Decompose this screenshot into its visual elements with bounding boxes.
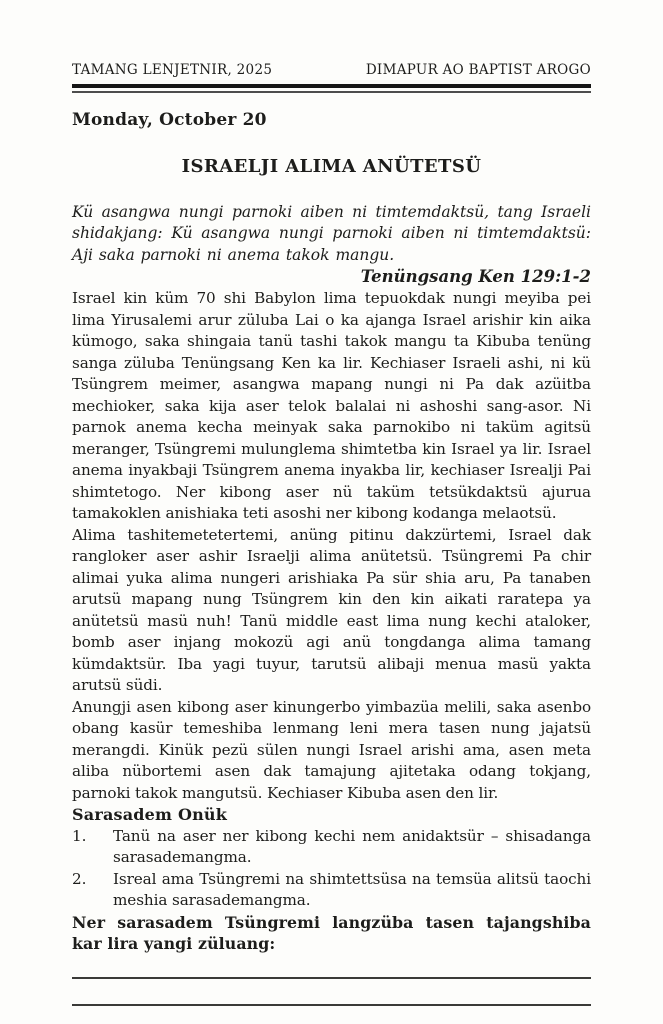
list-item-text: Isreal ama Tsüngremi na shimtettsüsa na temsüa alitsü taochi meshia sarasademangma. bbox=[113, 869, 591, 909]
list-item-number: 1. bbox=[72, 826, 87, 845]
closing-prompt: Ner sarasadem Tsüngremi langzüba tasen tajangshiba kar lira yangi züluang: bbox=[72, 912, 591, 953]
list-item-text: Tanü na aser ner kibong kechi nem anidaktsür – shisadanga sarasademangma. bbox=[113, 826, 591, 866]
body-paragraph: Anungji asen kibong aser kinungerbo yimbazüa melili, saka asenbo obang kasür temeshiba lenmang leni mera tasen nung jajatsü merangdi. Kinük pezü sülen nungi Israel arishi ama, asen meta aliba nübortemi asen dak tamajung ajitetaka odang tokjang, parnoki takok mangutsü. Kechiaser Kibuba asen den lir. bbox=[72, 697, 591, 802]
list-item-number: 2. bbox=[72, 869, 87, 888]
page-title: ISRAELJI ALIMA ANÜTETSÜ bbox=[181, 155, 482, 177]
scripture-quote: Kü asangwa nungi parnoki aiben ni timtemdaktsü, tang Israeli shidakjang: Kü asangwa nungi parnoki aiben ni timtemdaktsü: Aji saka parnoki ni anema takok mangu. bbox=[72, 202, 591, 264]
body-paragraph: Israel kin küm 70 shi Babylon lima tepuokdak nungi meyiba pei lima Yirusalemi arur züluba Lai o ka ajanga Israel arishir kin aika kümogo, saka shingaia tanü tashi takok mangu ta Kibuba tenüng sanga züluba Tenüngsang Ken ka lir. Kechiaser Israeli ashi, ni kü Tsüngrem meimer, asangwa mapang nungi ni Pa dak azüitba mechioker, saka kija aser telok balalai ni ashoshi sang-asor. Ni parnok anema kecha meinyak saka parnokibo ni taküm agitsü meranger, Tsüngremi mulunglema shimtetba kin Israel ya lir. Israel anema inyakbaji Tsüngrem anema inyakba lir, kechiaser Isrealji Pai shimtetogo. Ner kibong aser nü taküm tetsükdaktsü ajurua tamakoklen anishiaka teti asoshi ner kibong kodanga melaotsü. bbox=[72, 289, 591, 522]
writing-line bbox=[72, 1004, 591, 1006]
writing-lines bbox=[72, 977, 591, 1006]
writing-line bbox=[72, 977, 591, 979]
list-item bbox=[72, 869, 591, 912]
devotional-body bbox=[72, 288, 591, 804]
section-heading: Sarasadem Onük bbox=[72, 805, 228, 824]
header-rule-thin bbox=[72, 91, 591, 93]
page-header bbox=[72, 62, 591, 78]
scripture-reference: Tenüngsang Ken 129:1-2 bbox=[360, 267, 591, 286]
body-paragraph: Alima tashitemetetertemi, anüng pitinu dakzürtemi, Israel dak rangloker aser ashir Israelji alima anütetsü. Tsüngremi Pa chir alimai yuka alima nungeri arishiaka Pa sür shia aru, Pa tanaben arutsü mapang nung Tsüngrem kin den kin aikati raratepa ya anütetsü masü nuh! Tanü middle east lima nung kechi ataloker, bomb aser injang mokozü agi anü tongdanga alima tamang kümdaktsür. Iba yagi tuyur, tarutsü alibaji menua masü yakta arutsü südi. bbox=[72, 525, 591, 694]
list-item bbox=[72, 826, 591, 869]
reflection-list bbox=[72, 826, 591, 912]
header-rule-thick bbox=[72, 84, 591, 88]
date-heading: Monday, October 20 bbox=[72, 109, 267, 130]
header-church-name: DIMAPUR AO BAPTIST AROGO bbox=[365, 62, 591, 78]
header-publication-title: TAMANG LENJETNIR, 2025 bbox=[72, 62, 273, 78]
